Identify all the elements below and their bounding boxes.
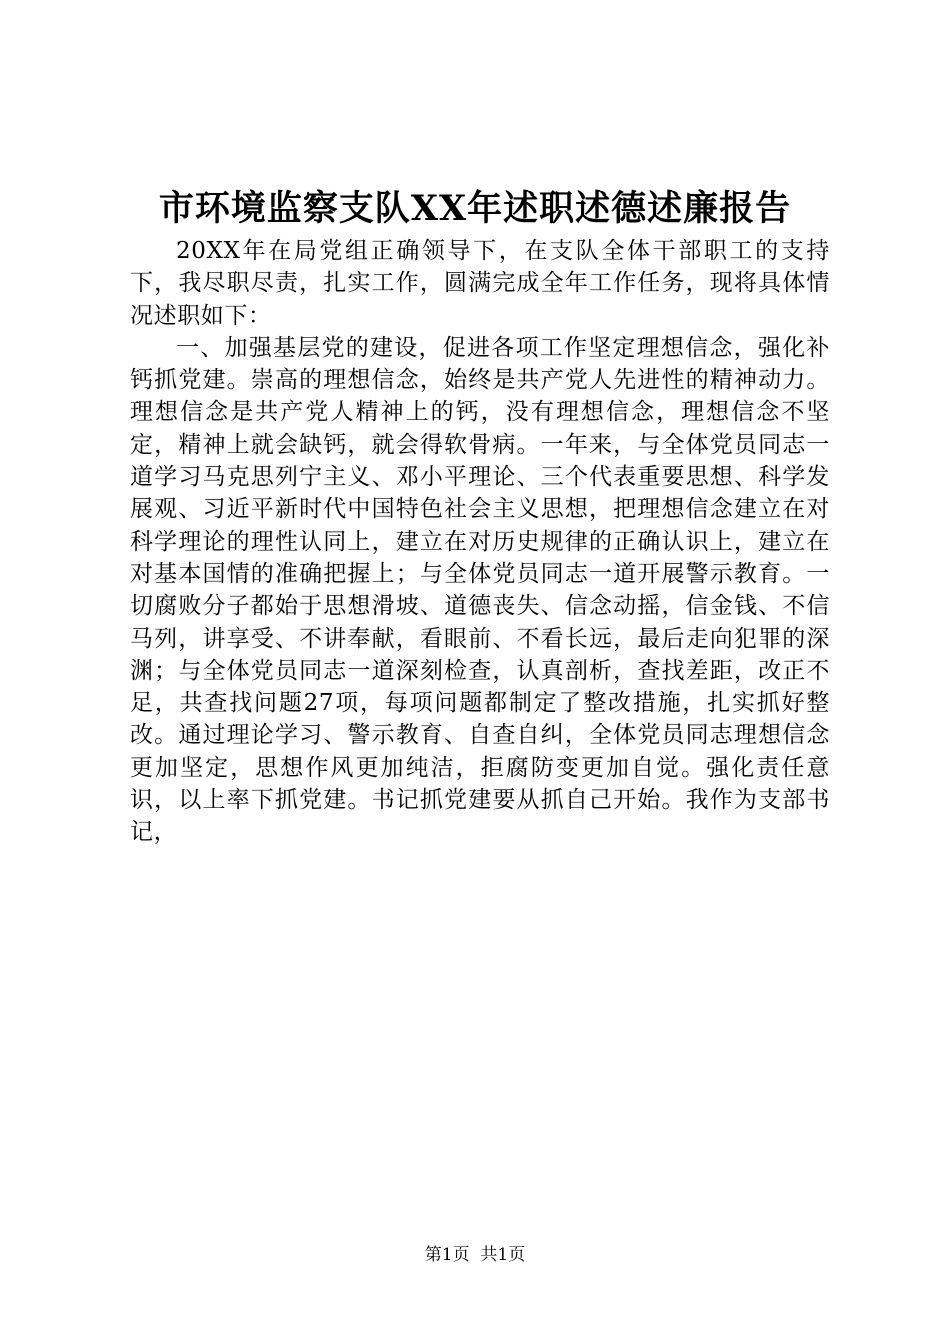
document-body [130,235,830,849]
paragraph-intro: 20XX年在局党组正确领导下，在支队全体干部职工的支持下，我尽职尽责，扎实工作，圆满完成全年工作任务，现将具体情况述职如下： [130,238,830,329]
document-title: 市环境监察支队XX年述职述德述廉报告 [158,188,792,229]
paragraph-party-building: 一、加强基层党的建设，促进各项工作坚定理想信念，强化补钙抓党建。崇高的理想信念，始终是共产党人先进性的精神动力。理想信念是共产党人精神上的钙，没有理想信念，理想信念不坚定，精神上就会缺钙，就会得软骨病。一年来，与全体党员同志一道学习马克思列宁主义、邓小平理论、三个代表重要思想、科学发展观、习近平新时代中国特色社会主义思想，把理想信念建立在对科学理论的理性认同上，建立在对历史规律的正确认识上，建立在对基本国情的准确把握上；与全体党员同志一道开展警示教育。一切腐败分子都始于思想滑坡、道德丧失、信念动摇，信金钱、不信马列，讲享受、不讲奉献，看眼前、不看长远，最后走向犯罪的深渊；与全体党员同志一道深刻检查，认真剖析，查找差距，改正不足，共查找问题27项，每项问题都制定了整改措施，扎实抓好整改。通过理论学习、警示教育、自查自纠，全体党员同志理想信念更加坚定，思想作风更加纯洁，拒腐防变更加自觉。强化责任意识，以上率下抓党建。书记抓党建要从抓自己开始。我作为支部书记， [130,334,830,846]
page-number-footer: 第1页 共1页 [424,1245,526,1265]
